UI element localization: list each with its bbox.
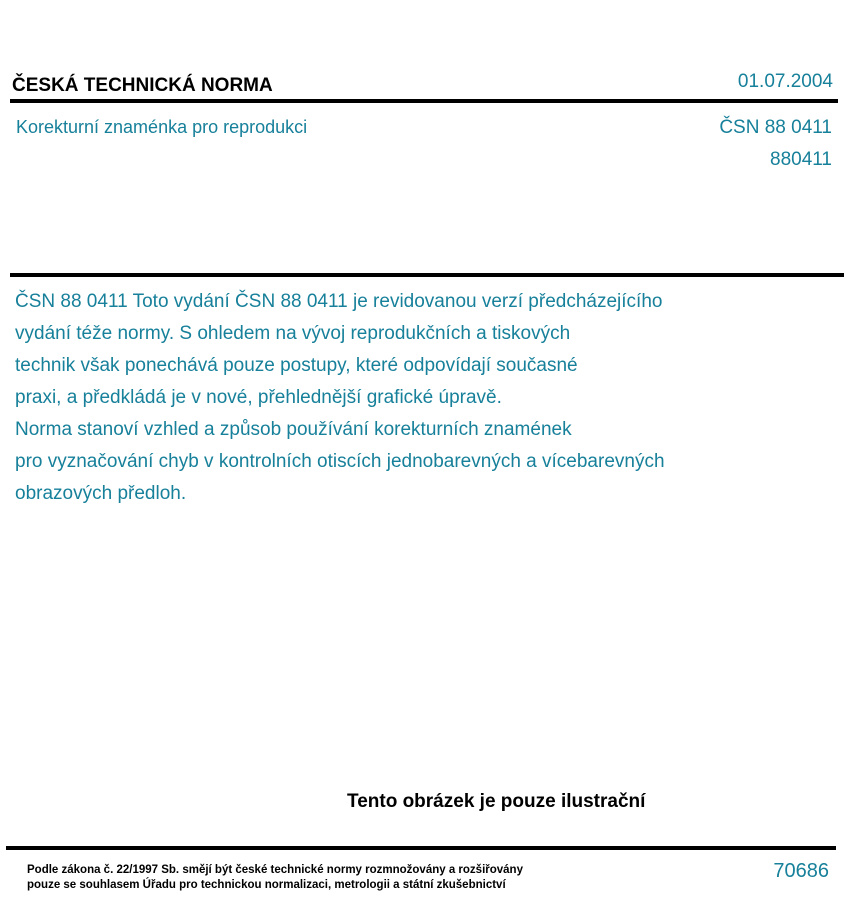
- document-id: 70686: [773, 860, 829, 882]
- footer-divider: [6, 846, 836, 850]
- legal-line: Podle zákona č. 22/1997 Sb. smějí být české technické normy rozmnožovány a rozšiřovány: [27, 864, 523, 876]
- document-header-title: ČESKÁ TECHNICKÁ NORMA: [12, 75, 273, 96]
- illustration-notice: Tento obrázek je pouze ilustrační: [347, 791, 646, 812]
- abstract-line: ČSN 88 0411 Toto vydání ČSN 88 0411 je revidovanou verzí předcházejícího: [15, 291, 663, 312]
- abstract-line: praxi, a předkládá je v nové, přehlednější grafické úpravě.: [15, 387, 502, 408]
- abstract-line: obrazových předloh.: [15, 483, 187, 504]
- section-divider: [10, 273, 844, 277]
- abstract-line: vydání téže normy. S ohledem na vývoj reprodukčních a tiskových: [15, 323, 571, 344]
- abstract-text: [15, 286, 815, 510]
- abstract-line: Norma stanoví vzhled a způsob používání korekturních znamének: [15, 419, 572, 440]
- header-divider: [10, 99, 838, 103]
- legal-line: pouze se souhlasem Úřadu pro technickou normalizaci, metrologii a státní zkušebnictví: [27, 879, 506, 891]
- standard-code: ČSN 88 0411: [719, 117, 832, 138]
- legal-notice: [27, 863, 523, 893]
- abstract-line: pro vyznačování chyb v kontrolních otiscích jednobarevných a vícebarevných: [15, 451, 665, 472]
- standard-number: 880411: [770, 149, 832, 170]
- standard-title: Korekturní znaménka pro reprodukci: [16, 117, 308, 137]
- abstract-line: technik však ponechává pouze postupy, které odpovídají současné: [15, 355, 578, 376]
- effective-date: 01.07.2004: [737, 71, 833, 92]
